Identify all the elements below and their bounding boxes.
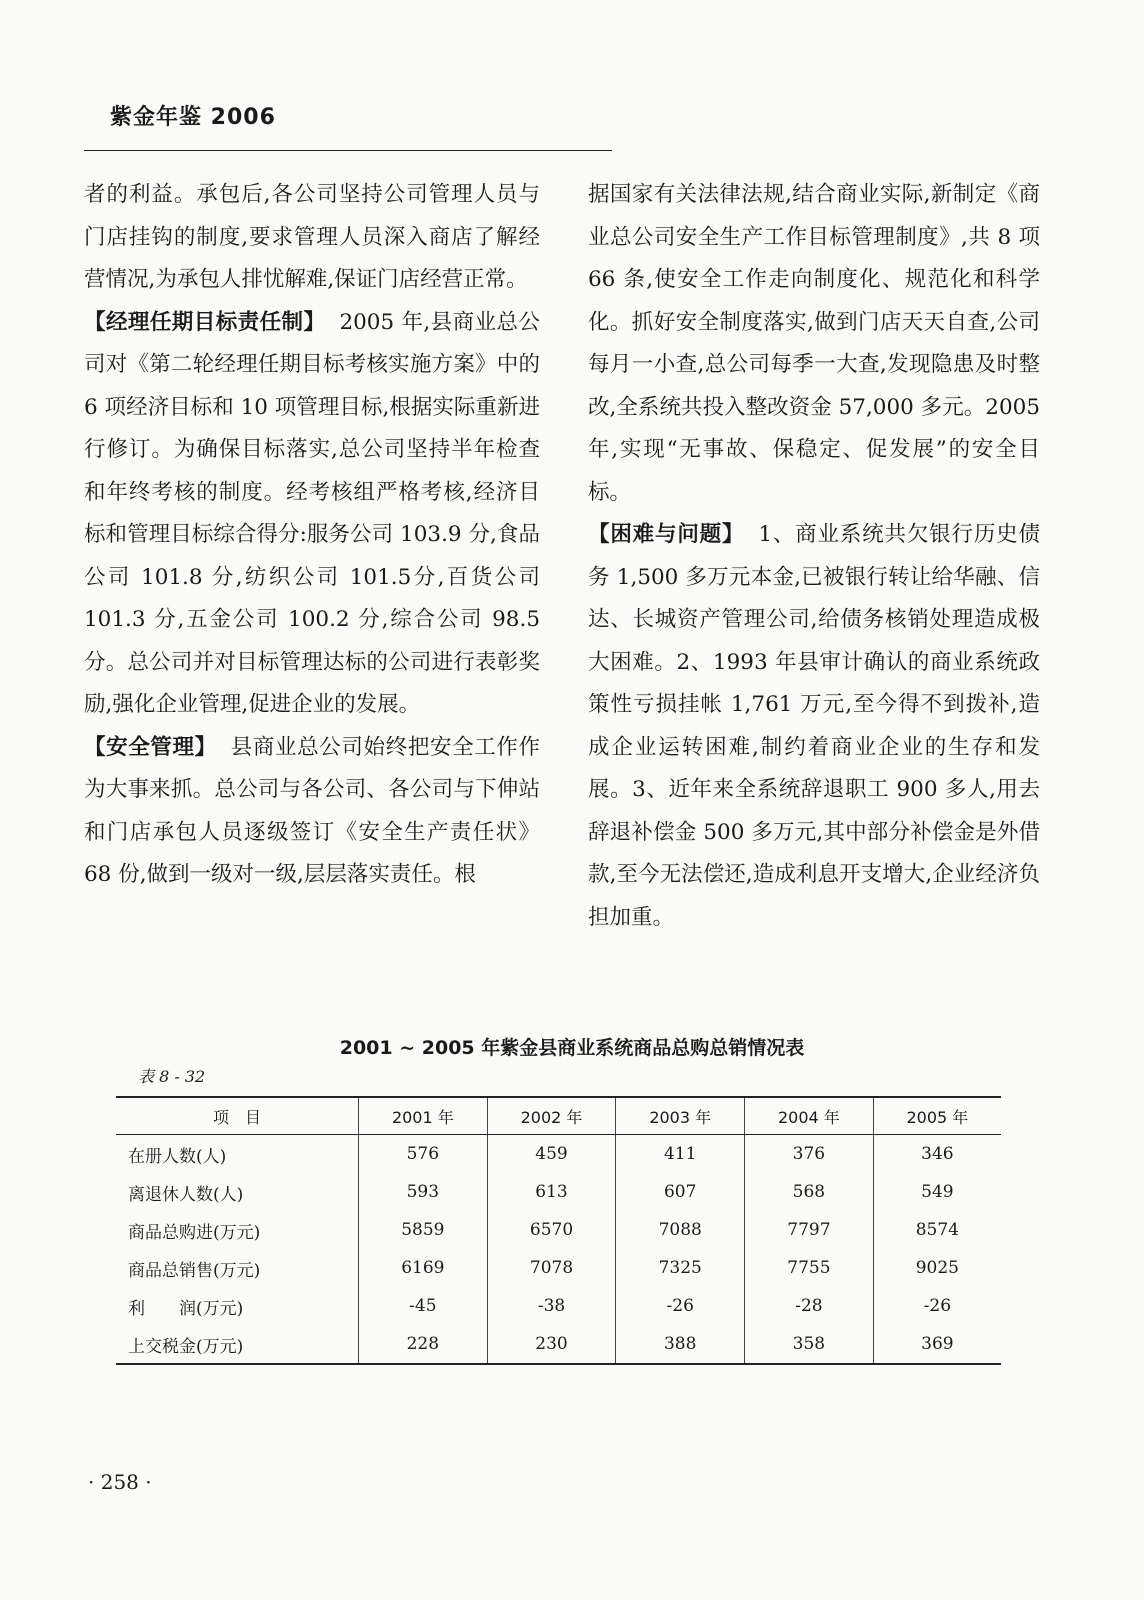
section-keyword: 【安全管理】 [84, 734, 217, 760]
table-header-cell: 2004 年 [745, 1097, 874, 1135]
table-cell: 7078 [487, 1249, 616, 1287]
section-keyword: 【经理任期目标责任制】 [84, 309, 326, 335]
table-cell: 593 [359, 1173, 488, 1211]
table-cell: 7325 [616, 1249, 745, 1287]
statistics-table [116, 1096, 1001, 1365]
table-cell: 228 [359, 1325, 488, 1364]
table-cell: 376 [745, 1135, 874, 1174]
table-cell: 8574 [873, 1211, 1001, 1249]
table-cell: 568 [745, 1173, 874, 1211]
table-cell: 5859 [359, 1211, 488, 1249]
table-header-cell: 2003 年 [616, 1097, 745, 1135]
table-cell: 6570 [487, 1211, 616, 1249]
table-cell: 388 [616, 1325, 745, 1364]
paragraph-text: 县商业总公司始终把安全工作作为大事来抓。总公司与各公司、各公司与下伸站和门店承包人员逐级签订《安全生产责任状》68 份,做到一级对一级,层层落实责任。根 [84, 734, 540, 887]
paragraph [84, 302, 540, 727]
table-row [116, 1325, 1001, 1364]
table-row [116, 1135, 1001, 1174]
row-label-cell: 利 润(万元) [128, 1298, 244, 1319]
table-row [116, 1249, 1001, 1287]
paragraph [84, 174, 540, 302]
running-header-title: 紫金年鉴 2006 [110, 105, 276, 130]
table-row [116, 1173, 1001, 1211]
table-cell: -26 [616, 1287, 745, 1325]
paragraph-text: 1、商业系统共欠银行历史债务 1,500 多万元本金,已被银行转让给华融、信达、长城资产管理公司,给债务核销处理造成极大困难。2、1993 年县审计确认的商业系统政策性亏损挂帐 1,761 万元,至今得不到拨补,造成企业运转困难,制约着商业企业的生存和发展。3、近年来全系统辞退职工 900 多人,用去辞退补偿金 500 多万元,其中部分补偿金是外借款,至今无法偿还,造成利息开支增大,企业经济负担加重。 [588, 522, 1040, 930]
table-header-row [116, 1097, 1001, 1135]
table-cell: -28 [745, 1287, 874, 1325]
table-label: 表 8 - 32 [138, 1067, 206, 1086]
table-cell: 7755 [745, 1249, 874, 1287]
table-cell: 6169 [359, 1249, 488, 1287]
table-cell: 346 [873, 1135, 1001, 1174]
right-text-column [588, 174, 1040, 939]
table-row [116, 1287, 1001, 1325]
table-cell: 549 [873, 1173, 1001, 1211]
table-header-cell: 2005 年 [873, 1097, 1001, 1135]
table-cell: 7088 [616, 1211, 745, 1249]
table-cell: 411 [616, 1135, 745, 1174]
table-header-cell: 2002 年 [487, 1097, 616, 1135]
paragraph [588, 174, 1040, 514]
paragraph-text: 2005 年,县商业总公司对《第二轮经理任期目标考核实施方案》中的 6 项经济目标和 10 项管理目标,根据实际重新进行修订。为确保目标落实,总公司坚持半年检查和年终考核的制度。经考核组严格考核,经济目标和管理目标综合得分:服务公司 103.9 分,食品公司 101.8 分,纺织公司 101.5分,百货公司 101.3 分,五金公司 100.2 分,综合公司 98.5 分。总公司并对目标管理达标的公司进行表彰奖励,强化企业管理,促进企业的发展。 [84, 309, 540, 717]
row-label-cell: 上交税金(万元) [116, 1325, 359, 1364]
paragraph-text: 者的利益。承包后,各公司坚持公司管理人员与门店挂钩的制度,要求管理人员深入商店了解经营情况,为承包人排忧解难,保证门店经营正常。 [84, 182, 540, 292]
table-cell: 459 [487, 1135, 616, 1174]
table-cell: 369 [873, 1325, 1001, 1364]
row-label-cell: 商品总销售(万元) [128, 1260, 261, 1281]
table-cell: -45 [359, 1287, 488, 1325]
table-cell: -26 [873, 1287, 1001, 1325]
table-cell: -38 [487, 1287, 616, 1325]
table-cell: 230 [487, 1325, 616, 1364]
table-header-cell: 2001 年 [359, 1097, 488, 1135]
paragraph [588, 514, 1040, 939]
section-keyword: 【困难与问题】 [588, 522, 745, 547]
row-label-cell: 离退休人数(人) [128, 1184, 244, 1205]
table-header-cell: 项 目 [116, 1097, 359, 1135]
row-label-cell: 在册人数(人) [128, 1146, 227, 1167]
table-cell: 9025 [873, 1249, 1001, 1287]
table-cell: 607 [616, 1173, 745, 1211]
table-cell: 358 [745, 1325, 874, 1364]
table-title: 2001 ~ 2005 年紫金县商业系统商品总购总销情况表 [339, 1037, 805, 1059]
paragraph-text: 据国家有关法律法规,结合商业实际,新制定《商业总公司安全生产工作目标管理制度》,共 8 项 66 条,使安全工作走向制度化、规范化和科学化。抓好安全制度落实,做到门店天天自查,公司每月一小查,总公司每季一大查,发现隐患及时整改,全系统共投入整改资金 57,000 多元。2005 年,实现“无事故、保稳定、促发展”的安全目标。 [588, 182, 1040, 505]
header-rule [84, 150, 612, 151]
left-text-column [84, 174, 540, 897]
table-cell: 576 [359, 1135, 488, 1174]
table-cell: 7797 [745, 1211, 874, 1249]
table-cell: 613 [487, 1173, 616, 1211]
table-row [116, 1211, 1001, 1249]
paragraph [84, 727, 540, 897]
page-number: · 258 · [88, 1470, 152, 1494]
row-label-cell: 商品总购进(万元) [128, 1222, 261, 1243]
